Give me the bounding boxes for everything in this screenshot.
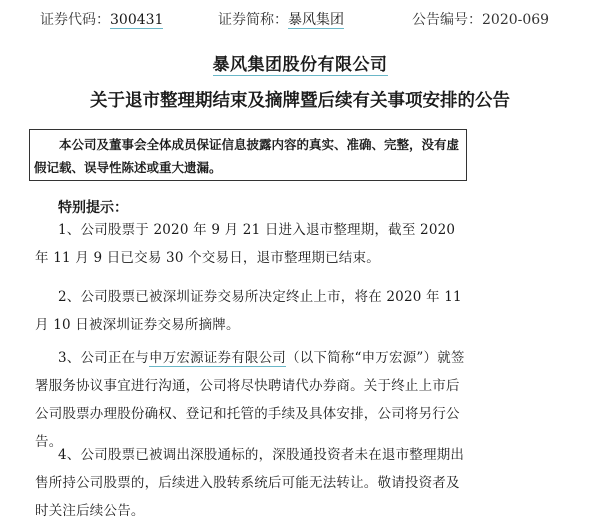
- announcement-number-label: 公告编号：: [412, 12, 482, 28]
- stock-code-field: [40, 9, 163, 31]
- special-notice-heading: 特别提示：: [58, 200, 128, 216]
- paragraph-3-suffix: （以下简称“申万宏源”）就签署服务协议事宜进行沟通，公司将尽快聘请代办券商。关于终止上市后公司股票办理股份确权、登记和托管的手续及具体安排，公司将另行公告。: [35, 350, 465, 450]
- company-name-link[interactable]: 暴风集团股份有限公司: [212, 55, 388, 75]
- announcement-title: 关于退市整理期结束及摘牌暨后续有关事项安排的公告: [90, 91, 510, 111]
- stock-name-field: [218, 9, 344, 31]
- stock-name-link[interactable]: 暴风集团: [288, 12, 344, 28]
- paragraph-4: 4、公司股票已被调出深股通标的，深股通投资者未在退市整理期出售所持公司股票的，后续进入股转系统后可能无法转让。敬请投资者及时关注后续公告。: [35, 447, 465, 519]
- broker-link[interactable]: 申万宏源证券有限公司: [149, 350, 286, 366]
- stock-code-link[interactable]: 300431: [110, 12, 164, 28]
- company-name: [0, 52, 600, 78]
- paragraph-1: 1、公司股票于 2020 年 9 月 21 日进入退市整理期，截至 2020 年 11 月 9 日已交易 30 个交易日，退市整理期已结束。: [35, 222, 456, 266]
- stock-name-label: 证券简称：: [218, 12, 288, 28]
- announcement-number-value: 2020-069: [482, 12, 550, 28]
- announcement-header: [0, 9, 600, 31]
- disclaimer-box: 本公司及董事会全体成员保证信息披露内容的真实、准确、完整，没有虚假记载、误导性陈述或重大遗漏。: [29, 129, 467, 181]
- paragraph-3-prefix: 3、公司正在与: [58, 350, 149, 366]
- paragraph-2: 2、公司股票已被深圳证券交易所决定终止上市，将在 2020 年 11 月 10 日被深圳证券交易所摘牌。: [35, 289, 462, 333]
- paragraph-3: [35, 344, 467, 456]
- announcement-number-field: [412, 9, 549, 31]
- stock-code-label: 证券代码：: [40, 12, 110, 28]
